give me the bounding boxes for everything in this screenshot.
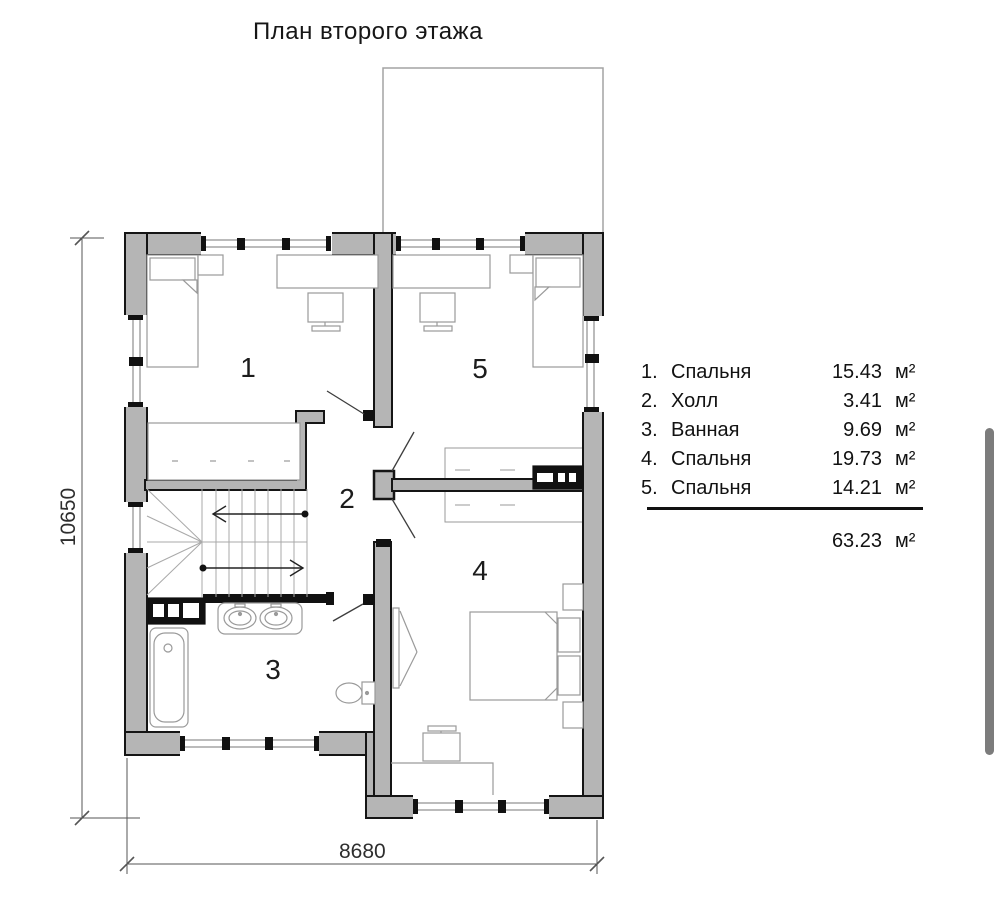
window-right-room5 <box>581 316 605 412</box>
nightstand-room4-bottom <box>563 702 583 728</box>
door-room1 <box>327 391 364 414</box>
room-label-1: 1 <box>240 352 256 383</box>
door-room5 <box>392 432 414 471</box>
legend-total-row <box>641 527 929 556</box>
dimension-vertical: 10650 <box>57 487 81 547</box>
legend-row <box>641 445 929 474</box>
nightstand-room4-top <box>563 584 583 610</box>
door-bathroom <box>333 604 363 621</box>
furniture-room5 <box>393 255 583 367</box>
nightstand-room5 <box>510 255 533 273</box>
door-room4 <box>392 499 415 538</box>
furniture-room4 <box>391 466 583 795</box>
room-label-4: 4 <box>472 555 488 586</box>
legend-total-unit: м² <box>895 530 916 552</box>
legend-name: Спальня <box>671 477 752 499</box>
legend-row <box>641 416 929 445</box>
desk-room1 <box>277 255 378 288</box>
legend-row <box>641 358 929 387</box>
tv-room4 <box>393 608 417 688</box>
legend-unit: м² <box>895 477 916 499</box>
wardrobe-room1 <box>148 423 300 480</box>
legend-name: Ванная <box>671 419 740 441</box>
legend-name: Спальня <box>671 361 752 383</box>
legend-unit: м² <box>895 361 916 383</box>
scrollbar-thumb[interactable] <box>985 428 994 755</box>
room-label-3: 3 <box>265 654 281 685</box>
area-legend <box>641 358 929 556</box>
staircase <box>147 489 307 597</box>
legend-row <box>641 474 929 503</box>
window-left-room1 <box>123 315 149 407</box>
window-bottom-room4 <box>413 794 549 820</box>
nightstand-room1 <box>198 255 223 275</box>
legend-num: 4. <box>641 448 658 470</box>
legend-divider <box>647 507 923 510</box>
monitor-room4 <box>423 726 460 761</box>
legend-area: 19.73 <box>831 448 882 470</box>
legend-num: 2. <box>641 390 658 412</box>
vanity-double-sink <box>218 603 302 634</box>
appliance-bathroom <box>148 598 205 624</box>
legend-num: 3. <box>641 419 658 441</box>
bed-room5 <box>533 255 583 367</box>
bed-room4 <box>470 612 580 700</box>
wall-cap <box>376 539 391 547</box>
window-top-room5 <box>396 231 525 257</box>
door-jamb-bathroom <box>363 594 375 605</box>
legend-num: 1. <box>641 361 658 383</box>
legend-area: 15.43 <box>831 361 882 383</box>
room-label-2: 2 <box>339 483 355 514</box>
legend-area: 3.41 <box>843 390 882 412</box>
legend-row <box>641 387 929 416</box>
dimension-horizontal: 8680 <box>339 840 386 863</box>
bed-room1 <box>147 255 198 367</box>
bathtub <box>150 628 188 727</box>
window-top-room1 <box>201 231 332 257</box>
window-left-stairs <box>123 502 149 553</box>
room-label-5: 5 <box>472 353 488 384</box>
legend-area: 14.21 <box>831 477 882 499</box>
partition-cap <box>326 592 334 605</box>
window-bottom-bathroom <box>180 730 319 757</box>
radiator-room4 <box>533 466 583 489</box>
legend-unit: м² <box>895 419 916 441</box>
legend-name: Спальня <box>671 448 752 470</box>
legend-name: Холл <box>671 390 719 412</box>
door-jamb-room1 <box>363 410 375 421</box>
desk-room5 <box>393 255 490 288</box>
desk-room4 <box>391 763 493 795</box>
legend-unit: м² <box>895 448 916 470</box>
monitor-room5 <box>420 293 455 331</box>
page-title: План второго этажа <box>253 18 483 45</box>
legend-num: 5. <box>641 477 658 499</box>
legend-total-area: 63.23 <box>831 530 882 552</box>
interior-walls <box>145 233 583 796</box>
toilet <box>336 682 375 704</box>
legend-area: 9.69 <box>843 419 882 441</box>
legend-unit: м² <box>895 390 916 412</box>
roof-outline <box>383 68 603 233</box>
monitor-room1 <box>308 293 343 331</box>
